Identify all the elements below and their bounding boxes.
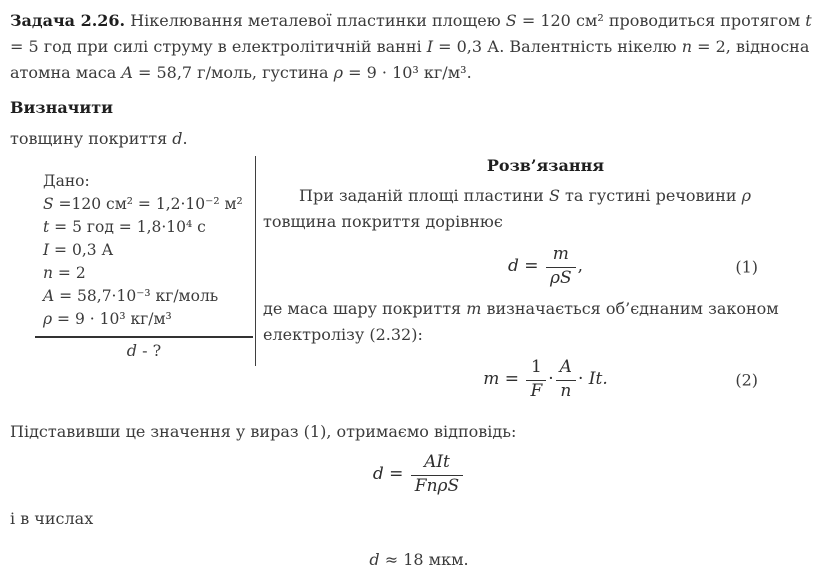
fraction-denominator: FnρS [411, 475, 463, 497]
answer-value: ≈ 18 мкм. [379, 550, 469, 569]
fraction [546, 245, 576, 288]
solution-text: товщина покриття дорівнює [263, 212, 503, 231]
numeric-intro: і в числах [10, 509, 94, 529]
given-value: = 9 · 10³ кг/м³ [52, 310, 172, 328]
math-var-d: d [126, 341, 138, 360]
equals-sign: = [383, 464, 409, 485]
given-line [43, 193, 255, 216]
determine-heading: Визначити [10, 98, 114, 117]
math-var-S: S [548, 186, 560, 205]
task-line [10, 129, 828, 148]
math-var-S: S [43, 195, 54, 213]
fraction-numerator: m [552, 244, 569, 264]
given-value: = 5 год = 1,8·10⁴ с [49, 218, 206, 236]
math-var-A: A [43, 287, 55, 305]
solution-text: та густині речовини [559, 186, 742, 205]
given-line [43, 239, 255, 262]
fraction [526, 358, 546, 401]
given-title: Дано: [43, 172, 90, 190]
fraction [411, 453, 463, 496]
given-line [43, 216, 255, 239]
equation-result [10, 453, 828, 496]
problem-text: проводиться протягом [603, 11, 806, 30]
math-var-d: d [369, 550, 380, 569]
math-value: = 120 см² [516, 11, 604, 30]
math-var-n: n [681, 37, 692, 56]
solution-paragraph-2 [263, 296, 828, 348]
math-var-rho: ρ [43, 310, 53, 328]
math-var-rho: ρ [741, 186, 752, 205]
math-value: = 5 [10, 37, 39, 56]
equals-sign: = [518, 256, 544, 277]
answer-line [10, 550, 828, 569]
fraction [556, 358, 576, 401]
given-value: = 2 [52, 264, 86, 282]
solution-column [256, 156, 828, 409]
equation-lhs: m [483, 369, 500, 390]
multiplication-dot: · [577, 369, 584, 390]
math-value: = 2 [692, 37, 726, 56]
solution-layout [10, 156, 828, 409]
solution-paragraph-1 [263, 183, 828, 235]
equation-1 [263, 245, 828, 288]
multiplication-dot: · [548, 369, 554, 390]
given-line [43, 285, 255, 308]
math-var-A: A [121, 63, 133, 82]
math-var-S: S [505, 11, 517, 30]
given-value: = 58,7·10⁻³ кг/моль [54, 287, 219, 305]
fraction-denominator: n [556, 380, 576, 402]
given-line [43, 262, 255, 285]
given-line [43, 308, 255, 331]
math-var-rho: ρ [333, 63, 344, 82]
equation-term: It. [588, 369, 608, 390]
problem-label: Задача 2.26. [10, 11, 126, 30]
problem-text: А. Валентність нікелю [482, 37, 682, 56]
math-var-t: t [43, 218, 50, 236]
solution-heading: Розв’язання [486, 156, 605, 175]
given-value: =120 см² = 1,2·10⁻² м² [53, 195, 243, 213]
math-var-m: m [466, 299, 482, 319]
problem-statement [10, 8, 828, 86]
problem-text: Нікелювання металевої пластинки площею [125, 11, 506, 30]
solution-text: де маса шару покриття [263, 299, 467, 319]
math-var-n: n [43, 264, 53, 282]
fraction-numerator: AIt [424, 452, 450, 473]
find-text: - ? [137, 341, 162, 360]
given-value: = 0,3 А [49, 241, 114, 259]
problem-text: . [466, 63, 472, 82]
math-value: = 9 · 10³ кг/м³ [343, 63, 467, 82]
equation-punctuation: , [577, 256, 583, 277]
fraction-numerator: 1 [530, 357, 542, 378]
substitution-paragraph: Підставивши це значення у вираз (1), отримаємо відповідь: [10, 422, 517, 442]
find-line [35, 338, 253, 366]
fraction-denominator: F [526, 380, 546, 402]
given-box [43, 170, 255, 331]
math-value: = 58,7 [132, 63, 193, 82]
task-text: товщину покриття [10, 129, 173, 148]
equation-number-1: (1) [735, 257, 758, 277]
math-value: = 0,3 [433, 37, 483, 56]
equation-2 [263, 358, 828, 401]
math-var-t: t [805, 11, 812, 30]
given-column [10, 156, 256, 366]
problem-text: , відносна атомна маса [10, 37, 810, 82]
math-var-I: I [426, 37, 434, 56]
equals-sign: = [499, 369, 525, 390]
solution-text: визначається об’єднаним законом електролізу (2.32): [263, 299, 779, 345]
math-var-I: I [43, 241, 50, 259]
solution-text: При заданій площі пластини [299, 186, 549, 205]
equation-lhs: d [508, 256, 519, 277]
fraction-numerator: A [559, 357, 572, 378]
fraction-denominator: ρS [546, 267, 576, 289]
equation-lhs: d [372, 464, 384, 485]
equation-number-2: (2) [735, 370, 758, 390]
math-var-d: d [172, 129, 183, 148]
problem-text: год при силі струму в електролітичній ванні [38, 37, 427, 56]
problem-text: г/моль, густина [192, 63, 334, 82]
task-text: . [182, 129, 188, 148]
